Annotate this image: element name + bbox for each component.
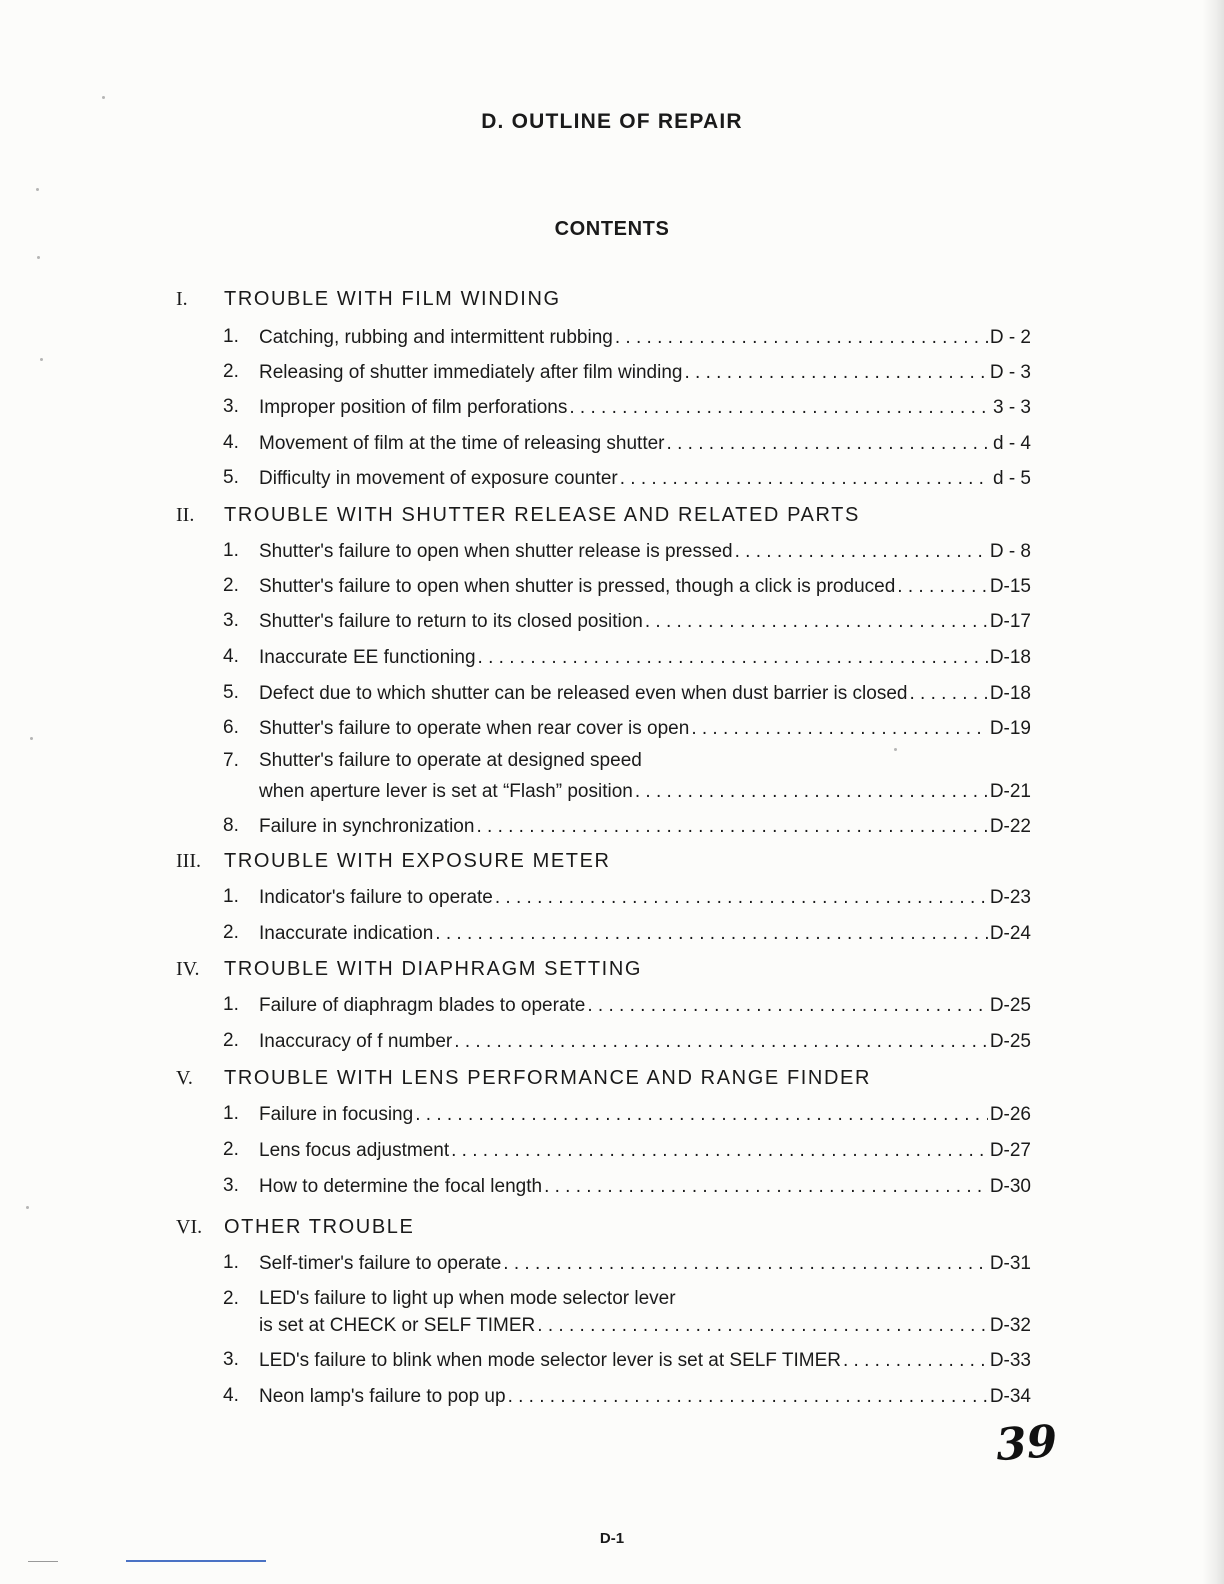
item-page-number: D-25 bbox=[989, 995, 1031, 1016]
handwritten-page-mark: 39 bbox=[994, 1415, 1059, 1472]
item-number: 3. bbox=[223, 1175, 239, 1196]
item-text: Lens focus adjustment bbox=[259, 1140, 450, 1161]
toc-entry bbox=[259, 646, 1031, 670]
item-text: Shutter's failure to return to its closed position bbox=[259, 611, 643, 632]
item-number: 2. bbox=[223, 1030, 239, 1051]
toc-entry bbox=[259, 575, 1031, 599]
dot-leader bbox=[684, 361, 987, 385]
section-number: IV. bbox=[176, 958, 200, 980]
section-title: TROUBLE WITH EXPOSURE METER bbox=[224, 850, 611, 872]
item-page-number: D - 3 bbox=[989, 362, 1031, 383]
item-number: 2. bbox=[223, 1288, 239, 1309]
dot-leader bbox=[645, 610, 988, 634]
toc-entry bbox=[259, 540, 1031, 564]
item-text: Failure of diaphragm blades to operate bbox=[259, 995, 586, 1016]
toc-entry bbox=[259, 467, 1031, 491]
dot-leader bbox=[615, 326, 988, 350]
section-title: TROUBLE WITH DIAPHRAGM SETTING bbox=[224, 958, 643, 980]
section-title: TROUBLE WITH SHUTTER RELEASE AND RELATED PARTS bbox=[224, 504, 860, 526]
item-number: 1. bbox=[223, 994, 239, 1015]
item-number: 2. bbox=[223, 922, 239, 943]
toc-entry bbox=[259, 922, 1031, 946]
item-number: 2. bbox=[223, 575, 239, 596]
item-text: Releasing of shutter immediately after film winding bbox=[259, 362, 683, 383]
section-number: VI. bbox=[176, 1216, 203, 1238]
item-text: Failure in synchronization bbox=[259, 816, 475, 837]
contents-heading: CONTENTS bbox=[554, 218, 670, 240]
blue-underline-mark bbox=[126, 1560, 266, 1562]
item-page-number: D-22 bbox=[989, 816, 1031, 837]
page-footer-number: D-1 bbox=[599, 1530, 625, 1547]
item-text-line1: Shutter's failure to operate at designed speed bbox=[259, 750, 642, 771]
dot-leader bbox=[508, 1385, 988, 1409]
item-text: Shutter's failure to open when shutter is pressed, though a click is produced bbox=[259, 576, 896, 597]
item-page-number: D-18 bbox=[989, 683, 1031, 704]
toc-entry bbox=[259, 780, 1031, 804]
item-text: How to determine the focal length bbox=[259, 1176, 543, 1197]
item-number: 2. bbox=[223, 361, 239, 382]
item-text: Inaccurate EE functioning bbox=[259, 647, 476, 668]
dot-leader bbox=[620, 467, 991, 491]
item-text: Defect due to which shutter can be released even when dust barrier is closed bbox=[259, 683, 908, 704]
item-text: Improper position of film perforations bbox=[259, 397, 568, 418]
toc-entry bbox=[259, 815, 1031, 839]
toc-entry bbox=[259, 1385, 1031, 1409]
item-page-number: D-34 bbox=[989, 1386, 1031, 1407]
item-page-number: D-26 bbox=[989, 1104, 1031, 1125]
toc-entry bbox=[259, 361, 1031, 385]
item-page-number: D-17 bbox=[989, 611, 1031, 632]
toc-entry bbox=[259, 610, 1031, 634]
item-page-number: d - 4 bbox=[992, 433, 1031, 454]
item-number: 3. bbox=[223, 1349, 239, 1370]
item-text: Catching, rubbing and intermittent rubbing bbox=[259, 327, 613, 348]
section-number: III. bbox=[176, 850, 201, 872]
dot-leader bbox=[544, 1175, 988, 1199]
dot-leader bbox=[635, 780, 988, 804]
item-text: Inaccurate indication bbox=[259, 923, 434, 944]
toc-entry bbox=[259, 1175, 1031, 1199]
toc-entry bbox=[259, 326, 1031, 350]
item-page-number: D-24 bbox=[989, 923, 1031, 944]
item-text: Shutter's failure to open when shutter release is pressed bbox=[259, 541, 733, 562]
item-page-number: D-23 bbox=[989, 887, 1031, 908]
page-title: D. OUTLINE OF REPAIR bbox=[481, 110, 743, 133]
toc-entry bbox=[259, 1139, 1031, 1163]
item-text: Inaccuracy of f number bbox=[259, 1031, 453, 1052]
section-number: II. bbox=[176, 504, 195, 526]
toc-entry bbox=[259, 1314, 1031, 1338]
dot-leader bbox=[843, 1349, 988, 1373]
dot-leader bbox=[735, 540, 988, 564]
item-page-number: D-25 bbox=[989, 1031, 1031, 1052]
toc-entry bbox=[259, 1103, 1031, 1127]
item-number: 7. bbox=[223, 750, 239, 771]
dot-leader bbox=[667, 432, 991, 456]
item-text: Difficulty in movement of exposure counter bbox=[259, 468, 618, 489]
dot-leader bbox=[415, 1103, 988, 1127]
item-page-number: D-18 bbox=[989, 647, 1031, 668]
item-page-number: D-31 bbox=[989, 1253, 1031, 1274]
item-number: 1. bbox=[223, 326, 239, 347]
item-number: 5. bbox=[223, 682, 239, 703]
item-text: Self-timer's failure to operate bbox=[259, 1253, 502, 1274]
toc-entry bbox=[259, 1349, 1031, 1373]
item-text: Failure in focusing bbox=[259, 1104, 414, 1125]
toc-entry bbox=[259, 717, 1031, 741]
dot-leader bbox=[451, 1139, 988, 1163]
item-text: LED's failure to blink when mode selector lever is set at SELF TIMER bbox=[259, 1350, 841, 1371]
item-number: 5. bbox=[223, 467, 239, 488]
item-number: 1. bbox=[223, 1103, 239, 1124]
item-page-number: D-21 bbox=[989, 781, 1031, 802]
section-number: I. bbox=[176, 288, 188, 310]
item-text: Neon lamp's failure to pop up bbox=[259, 1386, 506, 1407]
dot-leader bbox=[587, 994, 987, 1018]
dot-leader bbox=[897, 575, 988, 599]
toc-entry bbox=[259, 432, 1031, 456]
toc-entry bbox=[259, 396, 1031, 420]
toc-entry bbox=[259, 886, 1031, 910]
toc-entry bbox=[259, 1252, 1031, 1276]
item-page-number: D-19 bbox=[989, 718, 1031, 739]
item-page-number: d - 5 bbox=[992, 468, 1031, 489]
item-number: 3. bbox=[223, 396, 239, 417]
item-page-number: D-33 bbox=[989, 1350, 1031, 1371]
item-page-number: D-32 bbox=[989, 1315, 1031, 1336]
item-page-number: D-30 bbox=[989, 1176, 1031, 1197]
item-number: 1. bbox=[223, 1252, 239, 1273]
item-number: 3. bbox=[223, 610, 239, 631]
toc-entry bbox=[259, 682, 1031, 706]
dot-leader bbox=[478, 646, 988, 670]
dot-leader bbox=[909, 682, 987, 706]
item-page-number: D - 8 bbox=[989, 541, 1031, 562]
dot-leader bbox=[454, 1030, 988, 1054]
item-text: Shutter's failure to operate when rear cover is open bbox=[259, 718, 690, 739]
item-text: when aperture lever is set at “Flash” position bbox=[259, 781, 633, 802]
dot-leader bbox=[537, 1314, 988, 1338]
dot-leader bbox=[691, 717, 988, 741]
item-page-number: D-15 bbox=[989, 576, 1031, 597]
dot-leader bbox=[569, 396, 991, 420]
item-text-line1: LED's failure to light up when mode selector lever bbox=[259, 1288, 676, 1309]
dot-leader bbox=[435, 922, 988, 946]
section-title: OTHER TROUBLE bbox=[224, 1216, 415, 1238]
item-number: 4. bbox=[223, 646, 239, 667]
item-text: Indicator's failure to operate bbox=[259, 887, 493, 908]
toc-entry bbox=[259, 994, 1031, 1018]
item-number: 8. bbox=[223, 815, 239, 836]
item-text: is set at CHECK or SELF TIMER bbox=[259, 1315, 536, 1336]
dot-leader bbox=[476, 815, 987, 839]
item-number: 6. bbox=[223, 717, 239, 738]
item-page-number: D - 2 bbox=[989, 327, 1031, 348]
item-number: 1. bbox=[223, 540, 239, 561]
item-page-number: D-27 bbox=[989, 1140, 1031, 1161]
dot-leader bbox=[503, 1252, 988, 1276]
section-title: TROUBLE WITH FILM WINDING bbox=[224, 288, 561, 310]
item-number: 4. bbox=[223, 432, 239, 453]
toc-entry bbox=[259, 1030, 1031, 1054]
item-number: 2. bbox=[223, 1139, 239, 1160]
item-number: 4. bbox=[223, 1385, 239, 1406]
item-text: Movement of film at the time of releasing shutter bbox=[259, 433, 665, 454]
item-number: 1. bbox=[223, 886, 239, 907]
gray-edge-mark bbox=[28, 1561, 58, 1562]
dot-leader bbox=[495, 886, 988, 910]
item-page-number: 3 - 3 bbox=[992, 397, 1031, 418]
section-number: V. bbox=[176, 1067, 193, 1089]
section-title: TROUBLE WITH LENS PERFORMANCE AND RANGE FINDER bbox=[224, 1067, 871, 1089]
